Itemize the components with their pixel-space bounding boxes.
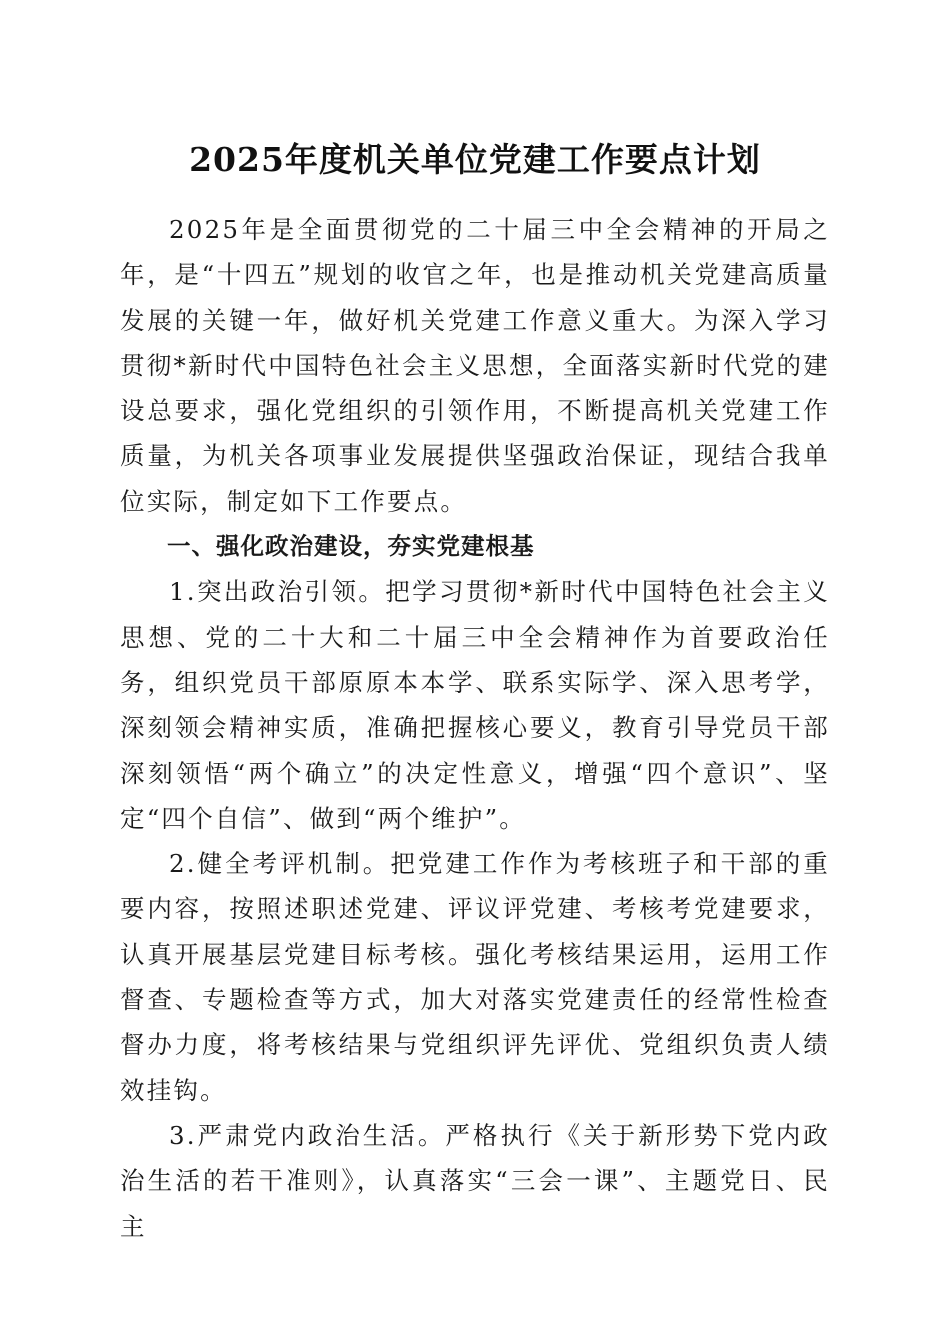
section-heading-1: 一、强化政治建设，夯实党建根基 <box>167 532 535 561</box>
document-title: 2025年度机关单位党建工作要点计划 <box>189 140 761 179</box>
item-paragraph-3: 3.严肃党内政治生活。严格执行《关于新形势下党内政治生活的若干准则》，认真落实“三会一课”、主题党日、民主 <box>120 1120 830 1241</box>
item-paragraph-2: 2.健全考评机制。把党建工作作为考核班子和干部的重要内容，按照述职述党建、评议评党建、考核考党建要求，认真开展基层党建目标考核。强化考核结果运用，运用工作督查、专题检查等方式，加大对落实党建责任的经常性检查督办力度，将考核结果与党组织评先评优、党组织负责人绩效挂钩。 <box>120 849 830 1105</box>
document-body <box>120 207 830 1249</box>
intro-paragraph: 2025年是全面贯彻党的二十届三中全会精神的开局之年，是“十四五”规划的收官之年，也是推动机关党建高质量发展的关键一年，做好机关党建工作意义重大。为深入学习贯彻*新时代中国特色社会主义思想，全面落实新时代党的建设总要求，强化党组织的引领作用，不断提高机关党建工作质量，为机关各项事业发展提供坚强政治保证，现结合我单位实际，制定如下工作要点。 <box>120 215 830 516</box>
item-paragraph-1: 1.突出政治引领。把学习贯彻*新时代中国特色社会主义思想、党的二十大和二十届三中全会精神作为首要政治任务，组织党员干部原原本本学、联系实际学、深入思考学，深刻领会精神实质，准确把握核心要义，教育引导党员干部深刻领悟“两个确立”的决定性意义，增强“四个意识”、坚定“四个自信”、做到“两个维护”。 <box>120 577 830 833</box>
